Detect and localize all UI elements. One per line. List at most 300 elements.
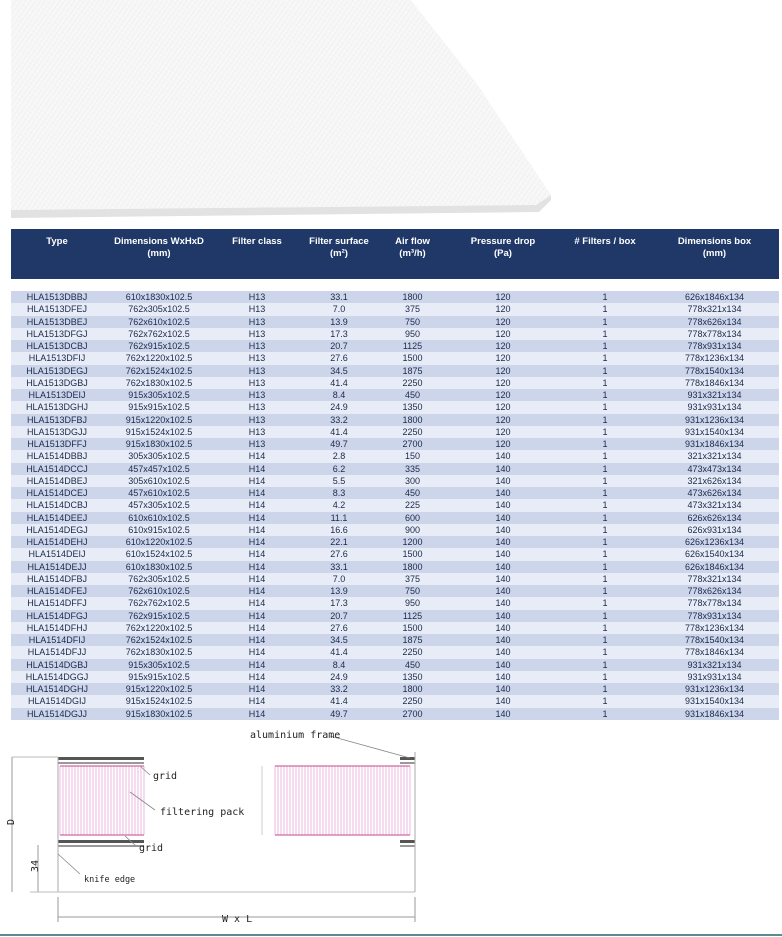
table-cell: 22.1 (299, 536, 379, 548)
table-cell: 778x1236x134 (650, 352, 779, 364)
table-cell: 17.3 (299, 597, 379, 609)
table-cell: 1 (560, 463, 650, 475)
column-header (650, 229, 779, 279)
table-cell: 2700 (379, 708, 446, 720)
table-cell: H14 (215, 463, 299, 475)
table-cell: 4.2 (299, 499, 379, 511)
table-cell: 140 (446, 561, 560, 573)
table-cell: HLA1513DFIJ (11, 352, 103, 364)
table-cell: 600 (379, 512, 446, 524)
table-spacer-row (11, 279, 779, 291)
table-cell: 49.7 (299, 708, 379, 720)
column-header (103, 229, 215, 279)
table-cell: 140 (446, 610, 560, 622)
table-cell: 120 (446, 316, 560, 328)
table-cell: H14 (215, 487, 299, 499)
table-cell: 900 (379, 524, 446, 536)
table-cell: 1 (560, 389, 650, 401)
table-cell: 915x1830x102.5 (103, 438, 215, 450)
table-cell: 778x321x134 (650, 303, 779, 315)
table-cell: 778x1236x134 (650, 622, 779, 634)
table-row (11, 597, 779, 609)
table-cell: 610x1830x102.5 (103, 291, 215, 303)
table-cell: H13 (215, 340, 299, 352)
table-cell: H14 (215, 499, 299, 511)
grid-top-label: grid (153, 771, 178, 782)
table-cell: H14 (215, 548, 299, 560)
table-cell: H14 (215, 708, 299, 720)
table-row (11, 499, 779, 511)
table-cell: 49.7 (299, 438, 379, 450)
table-row (11, 646, 779, 658)
table-cell: 321x321x134 (650, 450, 779, 462)
table-cell: 24.9 (299, 671, 379, 683)
table-cell: 610x915x102.5 (103, 524, 215, 536)
column-header-title: Filter class (232, 236, 282, 247)
table-cell: HLA1514DFHJ (11, 622, 103, 634)
table-cell: 610x1524x102.5 (103, 548, 215, 560)
table-cell: 457x457x102.5 (103, 463, 215, 475)
table-cell: H14 (215, 659, 299, 671)
table-cell: HLA1513DFEJ (11, 303, 103, 315)
table-cell: 41.4 (299, 426, 379, 438)
table-cell: HLA1514DGGJ (11, 671, 103, 683)
table-cell: 120 (446, 303, 560, 315)
table-cell: 140 (446, 597, 560, 609)
table-cell: 305x305x102.5 (103, 450, 215, 462)
table-cell: 778x931x134 (650, 340, 779, 352)
left-filter-section (58, 757, 144, 892)
table-cell: 778x321x134 (650, 573, 779, 585)
table-row (11, 659, 779, 671)
table-cell: 140 (446, 548, 560, 560)
table-cell: HLA1513DFFJ (11, 438, 103, 450)
table-cell: H13 (215, 316, 299, 328)
table-cell: HLA1514DEJJ (11, 561, 103, 573)
table-cell: 1 (560, 487, 650, 499)
table-cell: HLA1513DGHJ (11, 401, 103, 413)
table-cell: H14 (215, 524, 299, 536)
table-cell: 778x931x134 (650, 610, 779, 622)
table-cell: H14 (215, 561, 299, 573)
table-cell: 1 (560, 512, 650, 524)
table-cell: H13 (215, 389, 299, 401)
table-cell: HLA1513DBEJ (11, 316, 103, 328)
table-cell: 8.4 (299, 389, 379, 401)
table-cell: 1 (560, 622, 650, 634)
table-cell: HLA1513DEIJ (11, 389, 103, 401)
column-header (560, 229, 650, 279)
table-cell: 120 (446, 426, 560, 438)
table-cell: 27.6 (299, 622, 379, 634)
table-row (11, 340, 779, 352)
dimension-wxl-label: W x L (222, 914, 253, 925)
table-cell: H13 (215, 377, 299, 389)
table-cell: 2700 (379, 438, 446, 450)
table-cell: 931x931x134 (650, 401, 779, 413)
table-cell: 33.2 (299, 683, 379, 695)
table-cell: H14 (215, 695, 299, 707)
column-header-unit: (mm) (147, 248, 171, 259)
table-cell: 140 (446, 646, 560, 658)
table-cell: 915x1830x102.5 (103, 708, 215, 720)
table-cell: 1 (560, 695, 650, 707)
table-cell: 931x1540x134 (650, 695, 779, 707)
table-cell: 762x1220x102.5 (103, 352, 215, 364)
table-row (11, 475, 779, 487)
table-row (11, 585, 779, 597)
table-cell: 1800 (379, 561, 446, 573)
table-cell: 300 (379, 475, 446, 487)
table-cell: 1 (560, 377, 650, 389)
table-cell: 33.1 (299, 561, 379, 573)
table-cell: 2250 (379, 695, 446, 707)
table-cell: 778x626x134 (650, 316, 779, 328)
table-cell: H13 (215, 438, 299, 450)
table-cell: 140 (446, 708, 560, 720)
table-cell: HLA1514DFBJ (11, 573, 103, 585)
table-cell: 120 (446, 389, 560, 401)
table-cell: H13 (215, 291, 299, 303)
table-cell: H14 (215, 646, 299, 658)
table-cell: 1125 (379, 340, 446, 352)
right-filter-section (262, 752, 415, 892)
table-cell: 120 (446, 438, 560, 450)
table-cell: 140 (446, 487, 560, 499)
dimension-34-label: 34 (30, 859, 41, 872)
table-cell: 762x305x102.5 (103, 573, 215, 585)
table-cell: 1 (560, 548, 650, 560)
filtering-pack-pleats-left (60, 766, 144, 835)
table-cell: 762x1830x102.5 (103, 377, 215, 389)
table-row (11, 438, 779, 450)
table-cell: HLA1514DFFJ (11, 597, 103, 609)
table-cell: 931x321x134 (650, 659, 779, 671)
table-cell: 140 (446, 475, 560, 487)
table-cell: 2250 (379, 426, 446, 438)
table-cell: 762x1220x102.5 (103, 622, 215, 634)
table-cell: 610x1830x102.5 (103, 561, 215, 573)
table-row (11, 524, 779, 536)
table-cell: 915x1524x102.5 (103, 426, 215, 438)
table-cell: 34.5 (299, 365, 379, 377)
table-cell: 27.6 (299, 548, 379, 560)
table-cell: 41.4 (299, 377, 379, 389)
table-cell: H13 (215, 365, 299, 377)
filtering-pack-label: filtering pack (160, 807, 245, 818)
table-row (11, 548, 779, 560)
column-header (11, 229, 103, 279)
table-cell: 931x321x134 (650, 389, 779, 401)
table-row (11, 401, 779, 413)
column-header-title: Air flow (395, 236, 430, 247)
table-cell: 1 (560, 671, 650, 683)
table-cell: HLA1513DFGJ (11, 328, 103, 340)
table-cell: 140 (446, 695, 560, 707)
table-cell: 120 (446, 291, 560, 303)
table-row (11, 634, 779, 646)
table-cell: 140 (446, 450, 560, 462)
table-cell: 915x305x102.5 (103, 659, 215, 671)
table-row (11, 708, 779, 720)
table-cell: 750 (379, 585, 446, 597)
table-row (11, 389, 779, 401)
table-cell: HLA1514DCBJ (11, 499, 103, 511)
table-cell: 1 (560, 426, 650, 438)
table-cell: 626x1846x134 (650, 291, 779, 303)
table-cell: 120 (446, 340, 560, 352)
table-cell: 626x1236x134 (650, 536, 779, 548)
table-cell: H14 (215, 610, 299, 622)
table-cell: 626x931x134 (650, 524, 779, 536)
table-cell: 140 (446, 585, 560, 597)
table-cell: 140 (446, 634, 560, 646)
table-cell: H14 (215, 622, 299, 634)
table-cell: 1 (560, 585, 650, 597)
table-cell: 931x1236x134 (650, 683, 779, 695)
table-cell: 1 (560, 303, 650, 315)
knife-edge-label: knife edge (84, 875, 136, 885)
table-cell: 762x610x102.5 (103, 316, 215, 328)
table-cell: 473x473x134 (650, 463, 779, 475)
table-cell: 2250 (379, 646, 446, 658)
table-row (11, 561, 779, 573)
table-cell: 1125 (379, 610, 446, 622)
table-cell: 778x778x134 (650, 597, 779, 609)
table-cell: 762x610x102.5 (103, 585, 215, 597)
column-header-title: Type (46, 236, 68, 247)
table-cell: H14 (215, 585, 299, 597)
table-cell: 16.6 (299, 524, 379, 536)
table-cell: 1 (560, 573, 650, 585)
table-row (11, 695, 779, 707)
table-cell: 335 (379, 463, 446, 475)
column-header-title: Filter surface (309, 236, 369, 247)
table-cell: 778x1540x134 (650, 634, 779, 646)
table-cell: 626x1846x134 (650, 561, 779, 573)
table-cell: 915x305x102.5 (103, 389, 215, 401)
table-cell: 1 (560, 659, 650, 671)
table-cell: 1 (560, 328, 650, 340)
table-row (11, 426, 779, 438)
table-cell: 778x778x134 (650, 328, 779, 340)
column-header-title: # Filters / box (574, 236, 636, 247)
column-header-title: Dimensions box (677, 236, 752, 247)
table-cell: 321x626x134 (650, 475, 779, 487)
table-cell: H13 (215, 303, 299, 315)
table-cell: 626x1540x134 (650, 548, 779, 560)
table-cell: 915x1220x102.5 (103, 683, 215, 695)
table-cell: 120 (446, 328, 560, 340)
table-row (11, 365, 779, 377)
table-cell: 41.4 (299, 695, 379, 707)
table-cell: 1350 (379, 671, 446, 683)
table-cell: 140 (446, 683, 560, 695)
table-cell: 473x626x134 (650, 487, 779, 499)
table-cell: 762x1524x102.5 (103, 365, 215, 377)
table-cell: HLA1514DFEJ (11, 585, 103, 597)
table-row (11, 610, 779, 622)
table-cell: 1 (560, 683, 650, 695)
table-cell: 120 (446, 414, 560, 426)
table-cell: 140 (446, 671, 560, 683)
table-cell: 1500 (379, 352, 446, 364)
table-cell: HLA1513DFBJ (11, 414, 103, 426)
table-cell: 120 (446, 401, 560, 413)
table-cell: 1800 (379, 291, 446, 303)
table-cell: 762x1830x102.5 (103, 646, 215, 658)
table-cell: HLA1513DGBJ (11, 377, 103, 389)
column-header-unit: (Pa) (494, 248, 512, 259)
table-cell: 1 (560, 561, 650, 573)
table-cell: 20.7 (299, 340, 379, 352)
table-cell: HLA1514DGHJ (11, 683, 103, 695)
table-cell: 778x626x134 (650, 585, 779, 597)
table-header-row (11, 229, 779, 279)
table-cell: H14 (215, 597, 299, 609)
table-row (11, 536, 779, 548)
table-cell: HLA1514DGBJ (11, 659, 103, 671)
table-cell: 1875 (379, 634, 446, 646)
table-cell: 950 (379, 328, 446, 340)
table-cell: HLA1514DEEJ (11, 512, 103, 524)
filter-product-photo (11, 0, 551, 220)
table-cell: 2250 (379, 377, 446, 389)
table-cell: 140 (446, 463, 560, 475)
table-cell: 931x1236x134 (650, 414, 779, 426)
column-header-title: Pressure drop (470, 236, 536, 247)
table-cell: 1800 (379, 683, 446, 695)
table-cell: 20.7 (299, 610, 379, 622)
aluminium-frame-label: aluminium frame (250, 730, 341, 741)
table-cell: 6.2 (299, 463, 379, 475)
table-cell: 120 (446, 352, 560, 364)
table-cell: 762x1524x102.5 (103, 634, 215, 646)
column-header-unit: (m²) (330, 248, 348, 259)
table-cell: 1 (560, 499, 650, 511)
table-row (11, 291, 779, 303)
table-cell: 41.4 (299, 646, 379, 658)
table-cell: 33.2 (299, 414, 379, 426)
table-row (11, 683, 779, 695)
table-cell: 8.3 (299, 487, 379, 499)
column-header (379, 229, 446, 279)
table-cell: 931x1846x134 (650, 708, 779, 720)
table-cell: H14 (215, 450, 299, 462)
table-cell: 1 (560, 610, 650, 622)
table-cell: HLA1514DCEJ (11, 487, 103, 499)
table-row (11, 352, 779, 364)
table-cell: 375 (379, 573, 446, 585)
table-row (11, 622, 779, 634)
table-row (11, 671, 779, 683)
table-cell: 120 (446, 365, 560, 377)
table-cell: H14 (215, 512, 299, 524)
column-header (215, 229, 299, 279)
table-cell: 34.5 (299, 634, 379, 646)
table-cell: HLA1514DBBJ (11, 450, 103, 462)
table-cell: 1875 (379, 365, 446, 377)
table-cell: H14 (215, 671, 299, 683)
table-cell: H13 (215, 414, 299, 426)
table-cell: 1350 (379, 401, 446, 413)
table-cell: HLA1514DEGJ (11, 524, 103, 536)
table-cell: H13 (215, 426, 299, 438)
table-cell: 1 (560, 340, 650, 352)
table-cell: 762x915x102.5 (103, 340, 215, 352)
table-cell: 13.9 (299, 316, 379, 328)
table-cell: 1 (560, 524, 650, 536)
table-cell: HLA1513DBBJ (11, 291, 103, 303)
table-cell: 1 (560, 352, 650, 364)
table-row (11, 414, 779, 426)
dimension-d-label: D (6, 818, 17, 825)
table-cell: 5.5 (299, 475, 379, 487)
table-row (11, 377, 779, 389)
table-cell: 762x305x102.5 (103, 303, 215, 315)
column-header (446, 229, 560, 279)
table-row (11, 573, 779, 585)
table-cell: 375 (379, 303, 446, 315)
table-cell: 1 (560, 708, 650, 720)
table-cell: H14 (215, 634, 299, 646)
table-cell: 140 (446, 659, 560, 671)
table-cell: 626x626x134 (650, 512, 779, 524)
table-cell: 473x321x134 (650, 499, 779, 511)
table-cell: 1 (560, 475, 650, 487)
table-cell: 950 (379, 597, 446, 609)
table-cell: HLA1514DGIJ (11, 695, 103, 707)
column-header-unit: (mm) (702, 248, 727, 259)
table-cell: 915x915x102.5 (103, 401, 215, 413)
table-cell: 610x610x102.5 (103, 512, 215, 524)
table-cell: 762x762x102.5 (103, 597, 215, 609)
table-row (11, 512, 779, 524)
table-cell: 915x1524x102.5 (103, 695, 215, 707)
table-cell: HLA1514DBEJ (11, 475, 103, 487)
table-cell: H13 (215, 328, 299, 340)
table-cell: HLA1514DCCJ (11, 463, 103, 475)
table-cell: 778x1846x134 (650, 377, 779, 389)
table-cell: 778x1846x134 (650, 646, 779, 658)
table-cell: 1 (560, 316, 650, 328)
table-cell: 2.8 (299, 450, 379, 462)
table-cell: H14 (215, 573, 299, 585)
table-cell: HLA1514DFIJ (11, 634, 103, 646)
table-cell: 1200 (379, 536, 446, 548)
table-cell: 1 (560, 634, 650, 646)
table-cell: 931x1540x134 (650, 426, 779, 438)
table-cell: 140 (446, 524, 560, 536)
table-row (11, 303, 779, 315)
table-cell: 762x762x102.5 (103, 328, 215, 340)
table-cell: H14 (215, 475, 299, 487)
table-cell: 931x931x134 (650, 671, 779, 683)
column-header-unit: (m³/h) (399, 248, 426, 259)
table-row (11, 463, 779, 475)
column-header-title: Dimensions WxHxD (114, 236, 204, 247)
table-cell: 140 (446, 573, 560, 585)
table-cell: 778x1540x134 (650, 365, 779, 377)
table-cell: HLA1513DGJJ (11, 426, 103, 438)
table-cell: 140 (446, 512, 560, 524)
table-cell: 610x1220x102.5 (103, 536, 215, 548)
filtering-pack-pleats-right (275, 766, 410, 835)
table-cell: HLA1514DFGJ (11, 610, 103, 622)
table-cell: 1 (560, 291, 650, 303)
grid-bottom-label: grid (139, 843, 164, 854)
table-cell: 1 (560, 401, 650, 413)
